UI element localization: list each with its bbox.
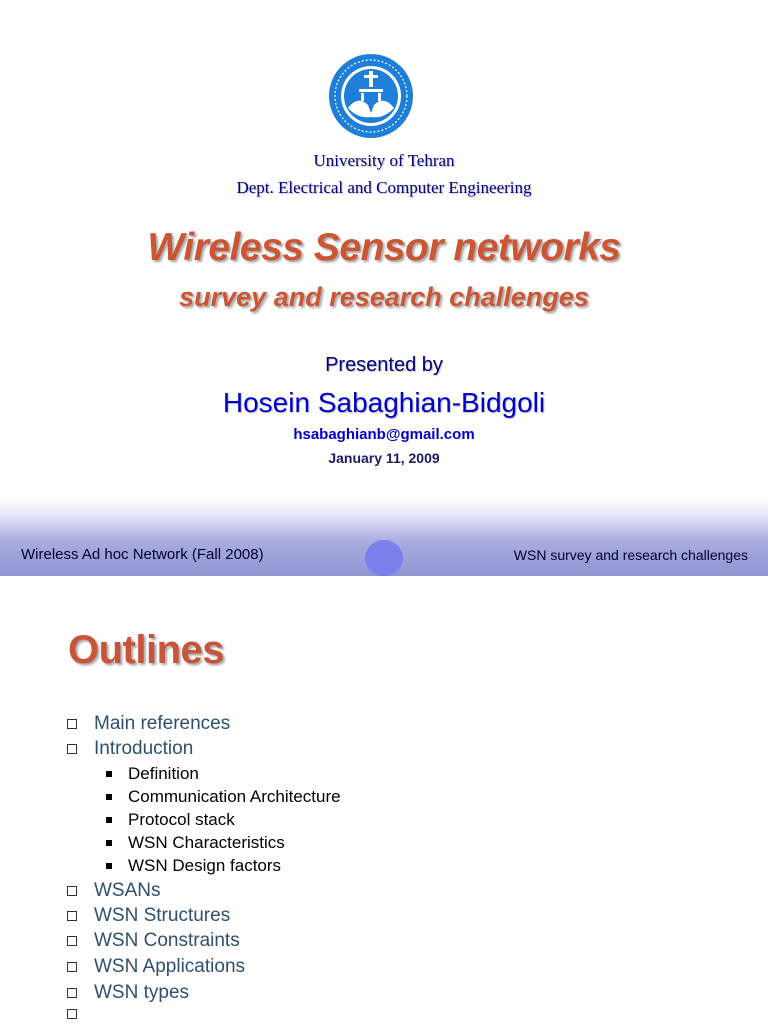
outline-item bbox=[67, 880, 161, 902]
outline-item bbox=[67, 956, 245, 978]
footer-topic-label: WSN survey and research challenges bbox=[513, 547, 748, 563]
presented-by-label: Presented by bbox=[325, 354, 443, 376]
hollow-square-bullet-icon bbox=[67, 962, 77, 972]
outline-list bbox=[0, 590, 768, 1024]
presentation-date: January 11, 2009 bbox=[328, 450, 440, 466]
outline-subitem bbox=[106, 810, 235, 830]
outline-item bbox=[67, 738, 193, 760]
hollow-square-bullet-icon bbox=[67, 936, 77, 946]
outline-item bbox=[67, 713, 230, 735]
hollow-square-bullet-icon bbox=[67, 988, 77, 998]
slide-title: Wireless Sensor networks bbox=[147, 226, 621, 269]
hollow-square-bullet-icon bbox=[67, 744, 77, 754]
filled-square-bullet-icon bbox=[106, 840, 112, 846]
footer-circle-decoration bbox=[365, 540, 403, 576]
author-name: Hosein Sabaghian-Bidgoli bbox=[222, 387, 546, 418]
slide-subtitle: survey and research challenges bbox=[179, 282, 589, 312]
outline-item bbox=[67, 905, 230, 927]
university-seal-icon bbox=[328, 53, 414, 139]
outline-item-label: Introduction bbox=[94, 738, 194, 759]
outline-subitem-label: WSN Characteristics bbox=[128, 833, 285, 852]
filled-square-bullet-icon bbox=[106, 771, 112, 777]
outline-subitem bbox=[106, 764, 199, 784]
outline-subitem bbox=[106, 787, 341, 807]
outline-item-partial bbox=[67, 1009, 94, 1019]
outline-subitem-label: Definition bbox=[128, 764, 199, 783]
department-name: Dept. Electrical and Computer Engineering bbox=[236, 178, 532, 197]
hollow-square-bullet-icon bbox=[67, 1009, 77, 1019]
outline-slide bbox=[0, 590, 768, 1024]
outline-item-label: Main references bbox=[94, 713, 231, 734]
hollow-square-bullet-icon bbox=[67, 911, 77, 921]
footer-course-label: Wireless Ad hoc Network (Fall 2008) bbox=[21, 546, 264, 563]
filled-square-bullet-icon bbox=[106, 817, 112, 823]
outline-subitem-label: Communication Architecture bbox=[128, 787, 341, 806]
outline-subitem-label: WSN Design factors bbox=[128, 856, 282, 875]
university-name: University of Tehran bbox=[313, 151, 455, 170]
hollow-square-bullet-icon bbox=[67, 886, 77, 896]
outline-item bbox=[67, 982, 189, 1004]
outline-item-label: WSN Applications bbox=[94, 956, 246, 977]
outline-subitem bbox=[106, 856, 281, 876]
filled-square-bullet-icon bbox=[106, 794, 112, 800]
outline-subitem bbox=[106, 833, 285, 853]
outline-title: Outlines bbox=[68, 628, 225, 672]
outline-item-label: WSN Constraints bbox=[94, 930, 240, 951]
outline-item-label: WSANs bbox=[94, 880, 161, 901]
author-email: hsabaghianb@gmail.com bbox=[293, 426, 475, 443]
outline-item-label: WSN Structures bbox=[94, 905, 231, 926]
filled-square-bullet-icon bbox=[106, 863, 112, 869]
hollow-square-bullet-icon bbox=[67, 719, 77, 729]
outline-subitem-label: Protocol stack bbox=[128, 810, 235, 829]
outline-item-label: WSN types bbox=[94, 982, 190, 1003]
outline-item bbox=[67, 930, 240, 952]
